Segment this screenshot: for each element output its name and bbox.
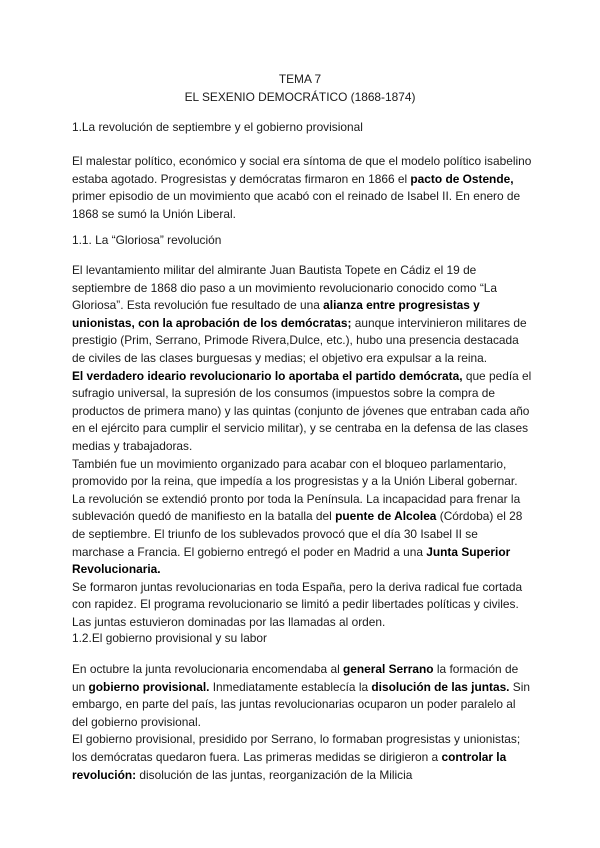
- text-run: (Córdoba) el 28 de septiembre. El triunfo de los sublevados provocó que el día 30 Isabel II se marchase a Francia. El gobierno entregó el poder en Madrid a una: [72, 509, 523, 559]
- section-heading-1-1: 1.1. La “Gloriosa” revolución: [72, 233, 222, 247]
- bold-term-disolucion-juntas: disolución de las juntas.: [371, 679, 510, 694]
- paragraph: [72, 262, 532, 368]
- section-1-2-body: [72, 661, 532, 784]
- text-run: También fue un movimiento organizado para acabar con el bloqueo parlamentario, promovido por la reina, que impedía a los progresistas y a la Unión Liberal gobernar. La revolución se extendió pronto por toda la Península. La incapacidad para frenar la sublevación quedó de manifiesto en la batalla del: [72, 456, 521, 524]
- section-heading-1-2: 1.2.El gobierno provisional y su labor: [72, 631, 267, 645]
- paragraph: [72, 579, 532, 632]
- text-run: El gobierno provisional, presidido por Serrano, lo formaban progresistas y unionistas; los demócratas quedaron fuera. Las primeras medidas se dirigieron a: [72, 732, 521, 764]
- paragraph: [72, 731, 532, 784]
- paragraph: [72, 456, 532, 579]
- bold-term-gobierno-provisional: gobierno provisional.: [88, 679, 210, 694]
- text-run: disolución de las juntas, reorganización de la Milicia: [136, 767, 413, 782]
- bold-term-pacto-ostende: pacto de Ostende,: [410, 171, 514, 186]
- paragraph: [72, 661, 532, 731]
- bold-term-alianza: alianza entre progresistas y unionistas, con la aprobación de los demócratas;: [72, 298, 480, 330]
- text-run: Sin embargo, en parte del país, las juntas revolucionarias ocuparon un poder paralelo al del gobierno provisional.: [72, 679, 530, 729]
- section-1-1-body: [72, 262, 532, 631]
- section-1-paragraph-1: [72, 153, 532, 223]
- bold-term-ideario: El verdadero ideario revolucionario lo aportaba el partido demócrata,: [72, 368, 463, 383]
- text-run: El malestar político, económico y social era síntoma de que el modelo político isabelino estaba agotado. Progresistas y demócratas firmaron en 1866 el: [72, 154, 532, 186]
- text-run: que pedía el sufragio universal, la supresión de los consumos (impuestos sobre la compra de productos de primera mano) y las quintas (conjunto de jóvenes que entraban cada año en el ejército para cumplir el servicio militar), y se centraba en la defensa de las clases medias y trabajadoras.: [72, 368, 532, 453]
- section-heading-1: 1.La revolución de septiembre y el gobierno provisional: [72, 120, 363, 134]
- text-run: Se formaron juntas revolucionarias en toda España, pero la deriva radical fue cortada con rapidez. El programa revolucionario se limitó a pedir libertades políticas y civiles. Las juntas estuvieron dominadas por las llamadas al orden.: [72, 579, 523, 629]
- bold-term-controlar-revolucion: controlar la revolución:: [72, 749, 507, 782]
- bold-term-puente-alcolea: puente de Alcolea: [335, 509, 437, 524]
- paragraph: [72, 368, 532, 456]
- title-line-tema: TEMA 7: [278, 72, 322, 86]
- document-title: [0, 71, 600, 106]
- text-run: En octubre la junta revolucionaria encomendaba al: [72, 662, 344, 676]
- bold-term-junta-superior: Junta Superior Revolucionaria.: [72, 544, 511, 577]
- text-run: primer episodio de un movimiento que acabó con el reinado de Isabel II. En enero de 1868 se sumó la Unión Liberal.: [72, 189, 521, 221]
- text-run: Inmediatamente establecía la: [209, 679, 372, 694]
- text-run: El levantamiento militar del almirante Juan Bautista Topete en Cádiz el 19 de septiembre de 1868 dio paso a un movimiento revolucionario conocido como “La Gloriosa”. Esta revolución fue resultado de una: [72, 263, 498, 313]
- title-line-sexenio: EL SEXENIO DEMOCRÁTICO (1868-1874): [184, 89, 416, 104]
- text-run: la formación de un: [72, 662, 519, 694]
- text-run: aunque intervinieron militares de prestigio (Prim, Serrano, Primode Rivera,Dulce, etc.), hubo una presencia destacada de civiles de las clases burguesas y medias; el objetivo era expulsar a la reina.: [72, 315, 527, 365]
- bold-term-general-serrano: general Serrano: [343, 662, 434, 676]
